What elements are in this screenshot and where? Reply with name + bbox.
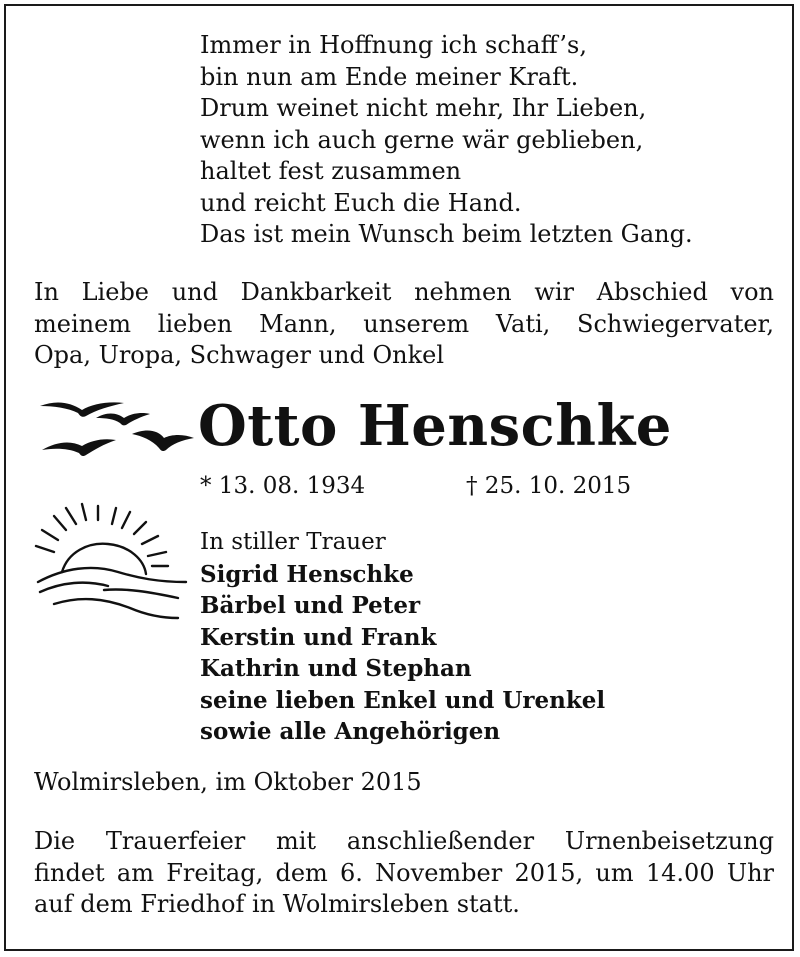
mourner-name: Bärbel und Peter [200,592,421,619]
intro-line: In Liebe und Dankbarkeit nehmen wir Abschied von [34,278,774,306]
funeral-line: findet am Freitag, dem 6. November 2015, um 14.00 Uhr [34,858,774,887]
bird-shape [132,431,194,452]
poem-line: Immer in Hoffnung ich schaff’s, [200,31,587,59]
bird-shape [42,439,116,456]
poem-line: Drum weinet nicht mehr, Ihr Lieben, [200,94,647,122]
poem-line: und reicht Euch die Hand. [200,188,522,217]
mourner-name: Sigrid Henschke [200,560,414,588]
intro-line: meinem lieben Mann, unserem Vati, Schwiegervater, [34,309,774,338]
death-date: † 25. 10. 2015 [466,473,632,499]
memorial-poem [200,30,693,251]
funeral-line: auf dem Friedhof in Wolmirsleben statt. [34,890,520,918]
mourners-heading: In stiller Trauer [200,529,386,555]
mourner-name: sowie alle Angehörigen [200,718,501,745]
intro-line: Opa, Uropa, Schwager und Onkel [34,341,445,369]
poem-line: haltet fest zusammen [200,157,462,185]
deceased-name: Otto Henschke [198,393,672,459]
poem-line: wenn ich auch gerne wär geblieben, [200,125,644,154]
farewell-intro [34,277,774,372]
mourner-name: seine lieben Enkel und Urenkel [200,686,606,714]
poem-line: bin nun am Ende meiner Kraft. [200,62,579,91]
poem-line: Das ist mein Wunsch beim letzten Gang. [200,220,693,248]
flying-birds-icon [38,398,198,460]
mourner-name: Kathrin und Stephan [200,655,472,682]
bird-shape [96,413,150,425]
mourners-list [200,527,605,748]
sunset-hills-icon [34,502,190,622]
funeral-line: Die Trauerfeier mit anschließender Urnenbeisetzung [34,827,774,855]
funeral-details [34,826,774,921]
mourner-name: Kerstin und Frank [200,623,437,651]
place-and-date: Wolmirsleben, im Oktober 2015 [34,768,422,796]
birth-date: * 13. 08. 1934 [200,473,366,499]
